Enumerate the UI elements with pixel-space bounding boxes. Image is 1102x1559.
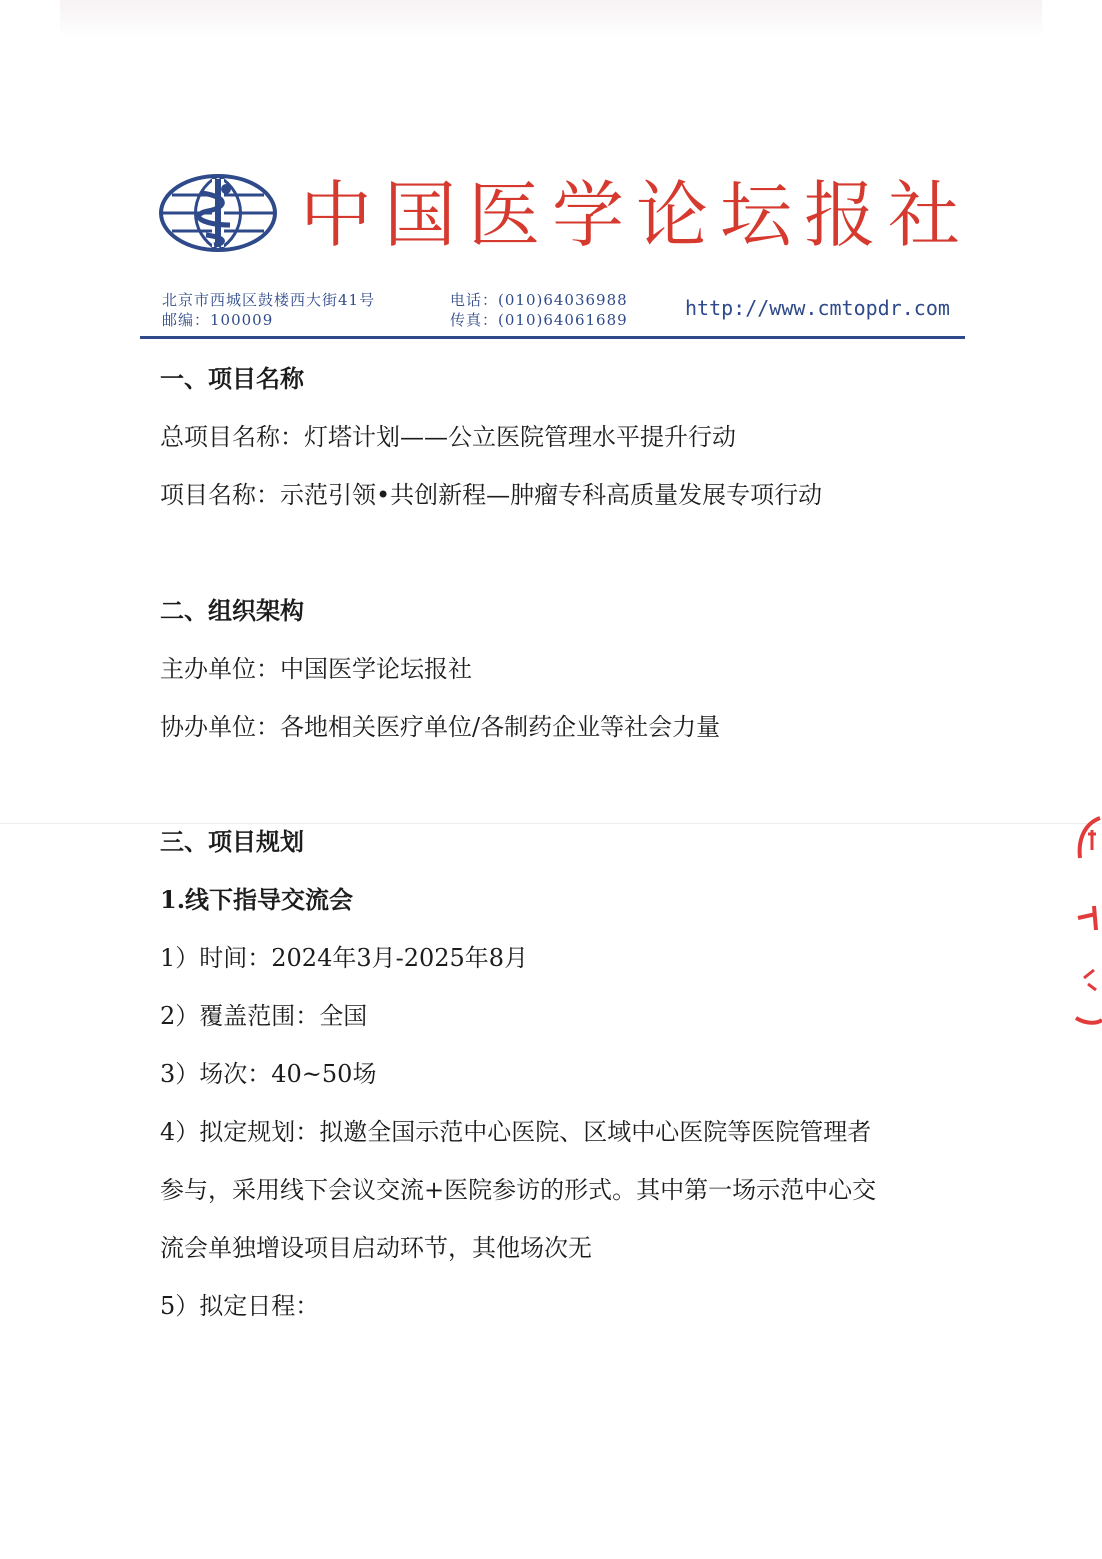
project-name: 项目名称：示范引领•共创新程—肿瘤专科高质量发展专项行动 (160, 481, 823, 509)
subsection-1-heading: 1.线下指导交流会 (160, 885, 354, 914)
item-plan-line: 流会单独增设项目启动环节，其他场次无 (160, 1234, 592, 1262)
address: 北京市西城区鼓楼西大街41号 (162, 291, 376, 309)
caduceus-globe-icon (158, 173, 278, 253)
overall-project-name: 总项目名称：灯塔计划——公立医院管理水平提升行动 (160, 423, 736, 451)
phone-block (450, 290, 628, 330)
item-coverage: 2）覆盖范围：全国 (160, 1002, 368, 1030)
address-block (162, 290, 375, 330)
item-sessions: 3）场次：40~50场 (160, 1060, 377, 1088)
item-schedule: 5）拟定日程： (160, 1292, 320, 1320)
section-1-heading: 一、项目名称 (160, 364, 304, 393)
website-link[interactable]: http://www.cmtopdr.com (685, 296, 950, 320)
host-unit: 主办单位：中国医学论坛报社 (160, 655, 472, 683)
item-time: 1）时间：2024年3月-2025年8月 (160, 944, 529, 972)
organization-title: 中国医学论坛报社 (300, 173, 973, 257)
section-3-heading: 三、项目规划 (160, 827, 304, 856)
scan-artifact (60, 0, 1042, 38)
seal-stamp-fragment (1066, 810, 1102, 1030)
postcode: 邮编：100009 (162, 311, 274, 329)
fax: 传真：(010)64061689 (450, 311, 628, 329)
header-rule (140, 336, 965, 339)
item-plan-line: 4）拟定规划：拟邀全国示范中心医院、区域中心医院等医院管理者 (160, 1118, 872, 1146)
fold-line (0, 823, 1102, 824)
item-plan-line: 参与，采用线下会议交流+医院参访的形式。其中第一场示范中心交 (160, 1176, 877, 1204)
section-2-heading: 二、组织架构 (160, 596, 304, 625)
co-host-unit: 协办单位：各地相关医疗单位/各制药企业等社会力量 (160, 713, 721, 741)
phone: 电话：(010)64036988 (450, 291, 628, 309)
